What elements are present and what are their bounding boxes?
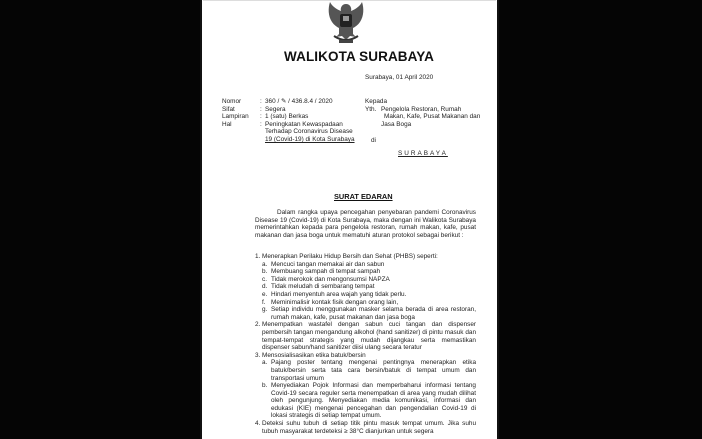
recipient-city: SURABAYA <box>398 149 448 157</box>
list-item-3: 3. Mensosialisasikan etika batuk/bersin <box>255 351 366 359</box>
meta-hal: Hal : Peningkatan Kewaspadaan <box>222 120 343 128</box>
meta-lampiran: Lampiran : 1 (satu) Berkas <box>222 113 309 121</box>
sub-item: e. Hindari menyentuh area wajah yang tidak perlu. <box>262 290 407 298</box>
sub-item: f. Meminimalisir kontak fisik dengan orang lain, <box>262 298 399 306</box>
garuda-emblem-icon <box>322 0 370 45</box>
letterhead-title: WALIKOTA SURABAYA <box>284 49 434 64</box>
list-item-1: 1. Menerapkan Perilaku Hidup Bersih dan Sehat (PHBS) seperti: <box>255 253 438 260</box>
sub-item: b. Membuang sampah di tempat sampah <box>262 268 381 276</box>
sub-item: a. Mencuci tangan memakai air dan sabun <box>262 260 385 268</box>
recipient-block: Kepada Yth. Pengelola Restoran, Rumah Makan, Kafe, Pusat Makanan dan Jasa Boga di SURABAYA <box>365 98 481 157</box>
sub-item: a. Pajang poster tentang mengenai pentingnya menerapkan etika batuk/bersin serta tata cara bersin/batuk di tempat umum dan transportasi umum <box>262 359 476 382</box>
sub-item: c. Tidak merokok dan mengonsumsi NAPZA <box>262 275 390 283</box>
letter-meta: Nomor : 360 / ✎ / 436.8.4 / 2020 Sifat : Segera Lampiran : 1 (satu) Berkas Hal : Peningkatan Kewaspadaan Terhadap Coronavirus Disease 19 (Covid-19) di Kota Surabaya <box>222 98 371 144</box>
page-border-left <box>200 0 202 439</box>
meta-sifat: Sifat : Segera <box>222 105 286 113</box>
list-item-4: 4. Deteksi suhu tubuh di setiap titik pintu masuk tempat umum. Jika suhu tubuh masyarakat terdeteksi ≥ 38°C dianjurkan untuk segera <box>255 420 476 435</box>
document-page <box>200 0 499 439</box>
document-heading: SURAT EDARAN <box>334 192 393 201</box>
sub-item: g. Setiap individu menggunakan masker selama berada di area restoran, rumah makan, kafe, pusat makanan dan jasa boga <box>262 306 476 321</box>
page-border-right <box>497 0 499 439</box>
sub-item: b. Menyediakan Pojok Informasi dan memperbaharui informasi tentang Covid-19 secara reguler serta menempatkan di area yang mudah dilihat oleh pengunjung. Menyediakan media komunikasi, informasi dan edukasi (KIE) mengenai pencegahan dan pengendalian Covid-19 di lokasi strategis di setiap tempat umum. <box>262 382 476 420</box>
intro-paragraph: Dalam rangka upaya pencegahan penyebaran pandemi Coronavirus Disease 19 (Covid-19) di Kota Surabaya, maka dengan ini Walikota Surabaya memerintahkan kepada para pengelola restoran, rumah makan, kafe, pusat makanan dan jasa boga untuk mematuhi aturan protokol sebagai berikut : <box>255 209 476 239</box>
meta-nomor: Nomor : 360 / ✎ / 436.8.4 / 2020 <box>222 98 333 105</box>
instruction-list <box>255 253 476 435</box>
list-item-2: 2. Menempatkan wastafel dengan sabun cuci tangan dan dispenser pembersih tangan mengandung alkohol (hand sanitizer) di pintu masuk dan tempat-tempat strategis yang mudah dijangkau serta memastikan dispenser sabun/hand sanitizer diisi ulang secara teratur <box>255 321 476 352</box>
date-line: Surabaya, 01 April 2020 <box>365 74 434 81</box>
sub-item: d. Tidak meludah di sembarang tempat <box>262 283 375 291</box>
